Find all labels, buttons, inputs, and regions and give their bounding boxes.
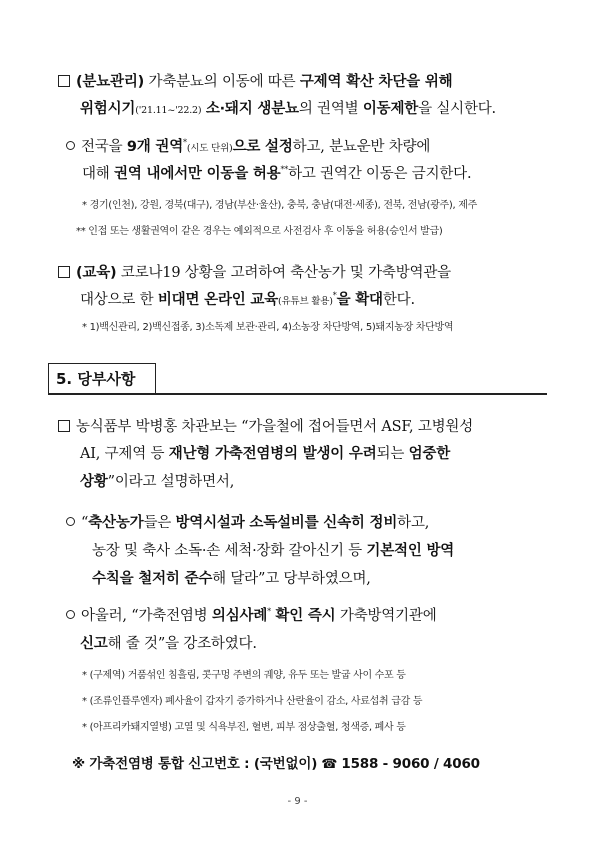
block1-footnote2: ** 인접 또는 생활권역이 같은 경우는 예외적으로 사전검사 후 이동을 허용(승인서 발급) bbox=[76, 226, 443, 237]
checkbox-square-icon bbox=[58, 420, 70, 432]
page-number: - 9 - bbox=[287, 796, 308, 807]
block1-line1: (분뇨관리) 가축분뇨의 이동에 따른 구제역 확산 차단을 위해 bbox=[58, 70, 452, 91]
block2-line1: (교육) 코로나19 상황을 고려하여 축산농가 및 가축방역관을 bbox=[58, 261, 451, 282]
block2-head: (교육) bbox=[76, 265, 117, 281]
block1-sub-line1: 전국을 9개 권역*(시도 단위)으로 설정하고, 분뇨운반 차량에 bbox=[66, 135, 430, 156]
block3-sub2-line1: 아울러, “가축전염병 의심사례* 확인 즉시 가축방역기관에 bbox=[66, 604, 437, 625]
block1-line2: 위험시기('21.11~'22.2) 소·돼지 생분뇨의 권역별 이동제한을 실시한다. bbox=[80, 101, 496, 117]
block2-footnote: * 1)백신관리, 2)백신접종, 3)소독제 보관·관리, 4)소농장 차단방역, 5)돼지농장 차단방역 bbox=[82, 322, 454, 333]
block3-sub2-line2: 신고해 줄 것”을 강조하였다. bbox=[80, 636, 257, 652]
bullet-circle-icon bbox=[66, 517, 75, 526]
block1-footnote1: * 경기(인천), 강원, 경북(대구), 경남(부산·울산), 충북, 충남(대전·세종), 전북, 전남(광주), 제주 bbox=[82, 200, 477, 211]
block3-line1: 농식품부 박병홍 차관보는 “가을철에 접어들면서 ASF, 고병원성 bbox=[58, 415, 473, 436]
block3-sub1-line1: “축산농가들은 방역시설과 소독설비를 신속히 정비하고, bbox=[66, 511, 429, 532]
block3-line3: 상황”이라고 설명하면서, bbox=[80, 474, 235, 490]
hotline: ※ 가축전염병 통합 신고번호 : (국번없이) ☎ 1588 - 9060 / 4060 bbox=[72, 756, 480, 772]
block2-line2: 대상으로 한 비대면 온라인 교육(유튜브 활용)*을 확대한다. bbox=[80, 291, 415, 308]
phone-icon: ☎ bbox=[321, 757, 338, 772]
block3-sub1-line3: 수칙을 철저히 준수해 달라”고 당부하였으며, bbox=[92, 571, 371, 587]
section-divider bbox=[48, 393, 547, 395]
bullet-circle-icon bbox=[66, 610, 75, 619]
section-title: 5. 당부사항 bbox=[56, 370, 136, 388]
checkbox-square-icon bbox=[58, 266, 70, 278]
block3-line2: AI, 구제역 등 재난형 가축전염병의 발생이 우려되는 엄중한 bbox=[80, 446, 450, 462]
checkbox-square-icon bbox=[58, 75, 70, 87]
block1-sub-line2: 대해 권역 내에서만 이동을 허용**하고 권역간 이동은 금지한다. bbox=[82, 165, 472, 182]
block3-footnote2: * (조류인플루엔자) 폐사율이 갑자기 증가하거나 산란율이 감소, 사료섭취 급감 등 bbox=[82, 696, 423, 707]
block3-footnote3: * (아프리카돼지열병) 고열 및 식욕부진, 혈변, 피부 점상출혈, 청색증, 폐사 등 bbox=[82, 722, 406, 733]
block3-footnote1: * (구제역) 거품섞인 침흘림, 콧구멍 주변의 궤양, 유두 또는 발굽 사이 수포 등 bbox=[82, 670, 406, 681]
bullet-circle-icon bbox=[66, 141, 75, 150]
block3-sub1-line2: 농장 및 축사 소독·손 세척·장화 갈아신기 등 기본적인 방역 bbox=[92, 543, 455, 559]
block1-head: (분뇨관리) bbox=[76, 74, 145, 90]
